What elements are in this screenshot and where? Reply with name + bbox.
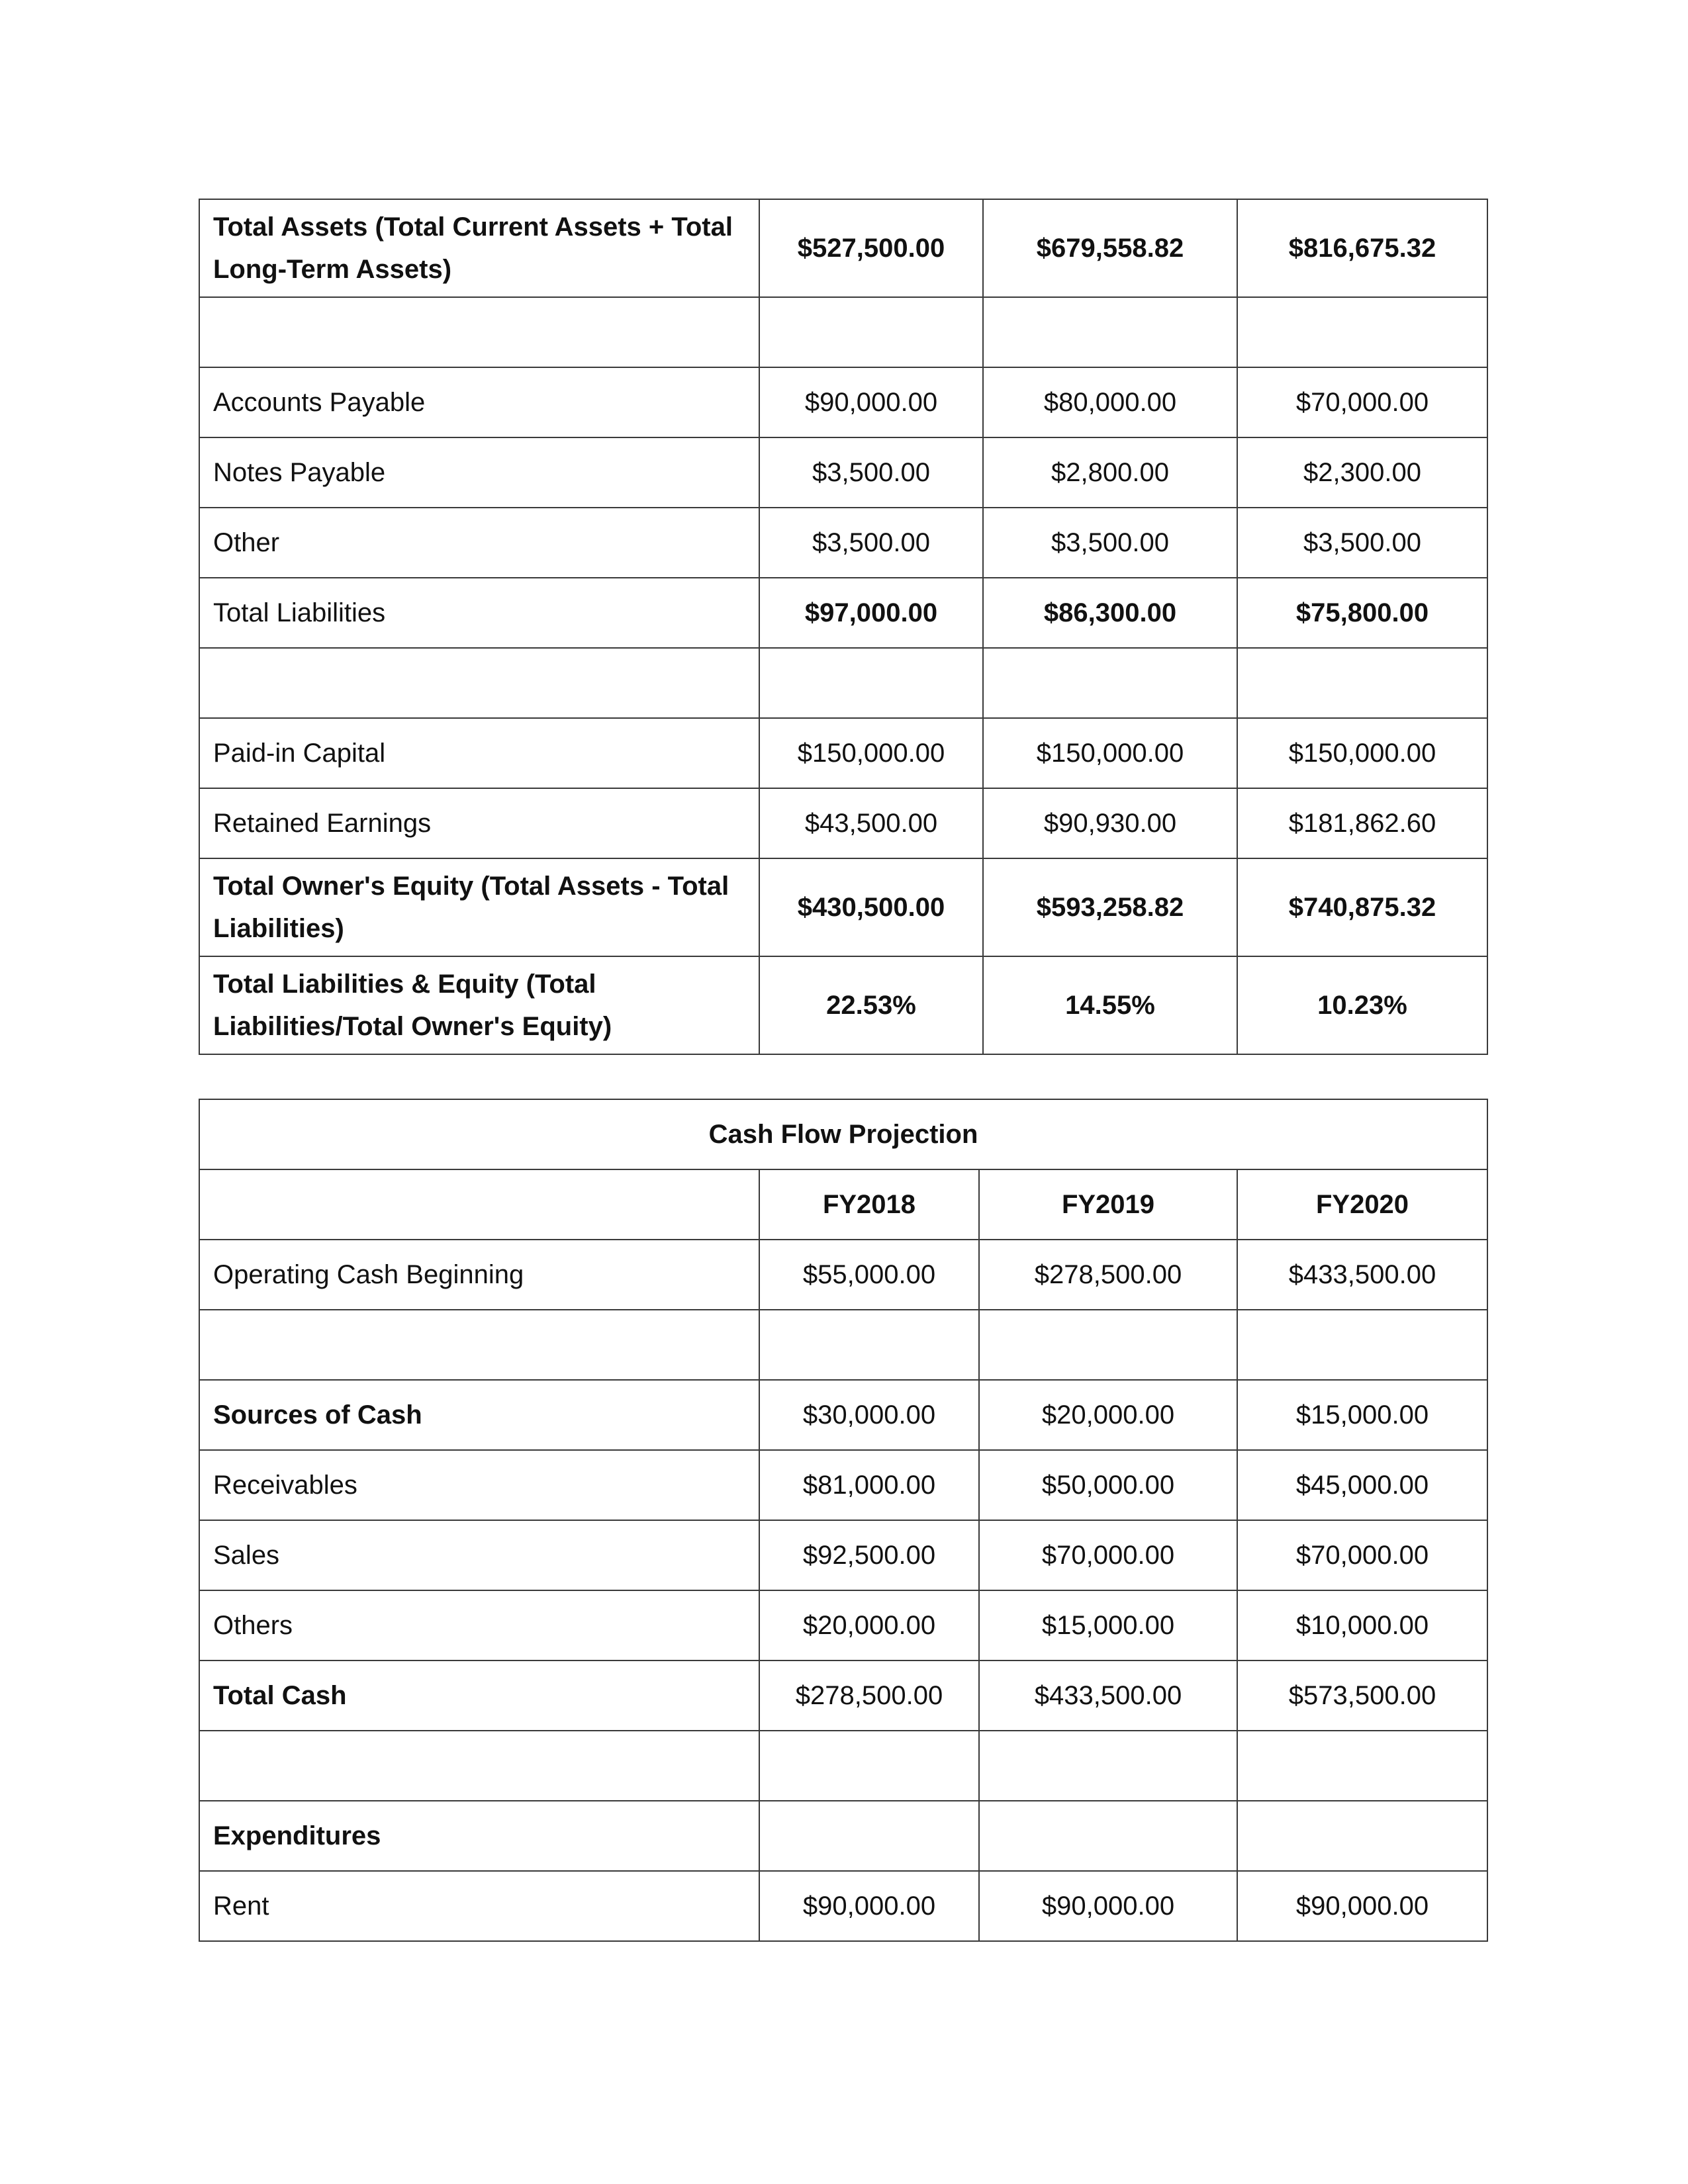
value-cell: $3,500.00	[759, 508, 983, 578]
value-cell: $150,000.00	[983, 718, 1237, 788]
balance-sheet-body	[199, 199, 1487, 1054]
value-cell: 22.53%	[759, 956, 983, 1054]
row-label: Total Liabilities & Equity (Total Liabilities/Total Owner's Equity)	[199, 956, 759, 1054]
value-cell: $45,000.00	[1237, 1450, 1487, 1520]
cash-flow-row	[199, 1520, 1487, 1590]
cash-flow-row	[199, 1590, 1487, 1661]
cash-flow-header-row	[199, 1169, 1487, 1240]
value-cell: $90,000.00	[759, 367, 983, 437]
value-cell	[1237, 297, 1487, 367]
value-cell	[759, 1310, 979, 1380]
value-cell	[759, 297, 983, 367]
row-label	[199, 1731, 759, 1801]
cash-flow-body	[199, 1099, 1487, 1941]
value-cell: $740,875.32	[1237, 858, 1487, 956]
cash-flow-table	[199, 1099, 1488, 1942]
value-cell	[979, 1310, 1237, 1380]
value-cell: $75,800.00	[1237, 578, 1487, 648]
value-cell	[1237, 1310, 1487, 1380]
value-cell	[979, 1801, 1237, 1871]
value-cell	[759, 1801, 979, 1871]
row-label: Retained Earnings	[199, 788, 759, 858]
value-cell: $10,000.00	[1237, 1590, 1487, 1661]
value-cell: $97,000.00	[759, 578, 983, 648]
value-cell: $90,000.00	[1237, 1871, 1487, 1941]
value-cell	[1237, 1731, 1487, 1801]
value-cell: $15,000.00	[979, 1590, 1237, 1661]
value-cell: $70,000.00	[1237, 1520, 1487, 1590]
value-cell: $30,000.00	[759, 1380, 979, 1450]
value-cell: $2,300.00	[1237, 437, 1487, 508]
header-cell-label	[199, 1169, 759, 1240]
cash-flow-row	[199, 1871, 1487, 1941]
row-label: Paid-in Capital	[199, 718, 759, 788]
value-cell: $20,000.00	[979, 1380, 1237, 1450]
value-cell: $278,500.00	[759, 1661, 979, 1731]
balance-sheet-row	[199, 718, 1487, 788]
value-cell: $90,000.00	[759, 1871, 979, 1941]
value-cell: $150,000.00	[759, 718, 983, 788]
balance-sheet-row	[199, 367, 1487, 437]
value-cell: $92,500.00	[759, 1520, 979, 1590]
value-cell: $80,000.00	[983, 367, 1237, 437]
cash-flow-title-row	[199, 1099, 1487, 1169]
value-cell: $43,500.00	[759, 788, 983, 858]
cash-flow-row	[199, 1731, 1487, 1801]
value-cell: $20,000.00	[759, 1590, 979, 1661]
balance-sheet-row	[199, 648, 1487, 718]
value-cell: 14.55%	[983, 956, 1237, 1054]
value-cell: $81,000.00	[759, 1450, 979, 1520]
cash-flow-row	[199, 1310, 1487, 1380]
value-cell: $433,500.00	[979, 1661, 1237, 1731]
row-label: Total Owner's Equity (Total Assets - Total Liabilities)	[199, 858, 759, 956]
value-cell: $593,258.82	[983, 858, 1237, 956]
balance-sheet-row	[199, 858, 1487, 956]
cash-flow-row	[199, 1380, 1487, 1450]
row-label: Total Liabilities	[199, 578, 759, 648]
value-cell: $55,000.00	[759, 1240, 979, 1310]
balance-sheet-row	[199, 578, 1487, 648]
value-cell: $3,500.00	[759, 437, 983, 508]
value-cell: $70,000.00	[1237, 367, 1487, 437]
balance-sheet-row	[199, 437, 1487, 508]
value-cell: $527,500.00	[759, 199, 983, 297]
row-label: Other	[199, 508, 759, 578]
value-cell: $573,500.00	[1237, 1661, 1487, 1731]
row-label: Total Assets (Total Current Assets + Total Long-Term Assets)	[199, 199, 759, 297]
value-cell	[979, 1731, 1237, 1801]
value-cell	[983, 297, 1237, 367]
value-cell: $150,000.00	[1237, 718, 1487, 788]
balance-sheet-row	[199, 297, 1487, 367]
value-cell: $2,800.00	[983, 437, 1237, 508]
row-label: Others	[199, 1590, 759, 1661]
value-cell: $15,000.00	[1237, 1380, 1487, 1450]
value-cell: $70,000.00	[979, 1520, 1237, 1590]
value-cell: $433,500.00	[1237, 1240, 1487, 1310]
value-cell: $430,500.00	[759, 858, 983, 956]
header-cell-fy2020: FY2020	[1237, 1169, 1487, 1240]
cash-flow-row	[199, 1240, 1487, 1310]
row-label: Receivables	[199, 1450, 759, 1520]
value-cell: $90,930.00	[983, 788, 1237, 858]
row-label: Sales	[199, 1520, 759, 1590]
value-cell: $90,000.00	[979, 1871, 1237, 1941]
value-cell: $50,000.00	[979, 1450, 1237, 1520]
value-cell	[759, 1731, 979, 1801]
header-cell-fy2018: FY2018	[759, 1169, 979, 1240]
cash-flow-row	[199, 1450, 1487, 1520]
value-cell	[1237, 648, 1487, 718]
row-label: Notes Payable	[199, 437, 759, 508]
value-cell: $86,300.00	[983, 578, 1237, 648]
value-cell: $3,500.00	[983, 508, 1237, 578]
value-cell: $278,500.00	[979, 1240, 1237, 1310]
row-label: Accounts Payable	[199, 367, 759, 437]
cash-flow-row	[199, 1801, 1487, 1871]
balance-sheet-row	[199, 788, 1487, 858]
header-cell-fy2019: FY2019	[979, 1169, 1237, 1240]
row-label: Total Cash	[199, 1661, 759, 1731]
value-cell	[759, 648, 983, 718]
value-cell	[983, 648, 1237, 718]
row-label	[199, 1310, 759, 1380]
value-cell: $816,675.32	[1237, 199, 1487, 297]
value-cell	[1237, 1801, 1487, 1871]
value-cell: $3,500.00	[1237, 508, 1487, 578]
row-label	[199, 648, 759, 718]
balance-sheet-row	[199, 199, 1487, 297]
row-label: Rent	[199, 1871, 759, 1941]
balance-sheet-table	[199, 199, 1488, 1055]
cash-flow-row	[199, 1661, 1487, 1731]
value-cell: $679,558.82	[983, 199, 1237, 297]
value-cell: $181,862.60	[1237, 788, 1487, 858]
row-label	[199, 297, 759, 367]
value-cell: 10.23%	[1237, 956, 1487, 1054]
cash-flow-title: Cash Flow Projection	[199, 1099, 1487, 1169]
balance-sheet-row	[199, 956, 1487, 1054]
balance-sheet-row	[199, 508, 1487, 578]
row-label: Sources of Cash	[199, 1380, 759, 1450]
row-label: Expenditures	[199, 1801, 759, 1871]
row-label: Operating Cash Beginning	[199, 1240, 759, 1310]
